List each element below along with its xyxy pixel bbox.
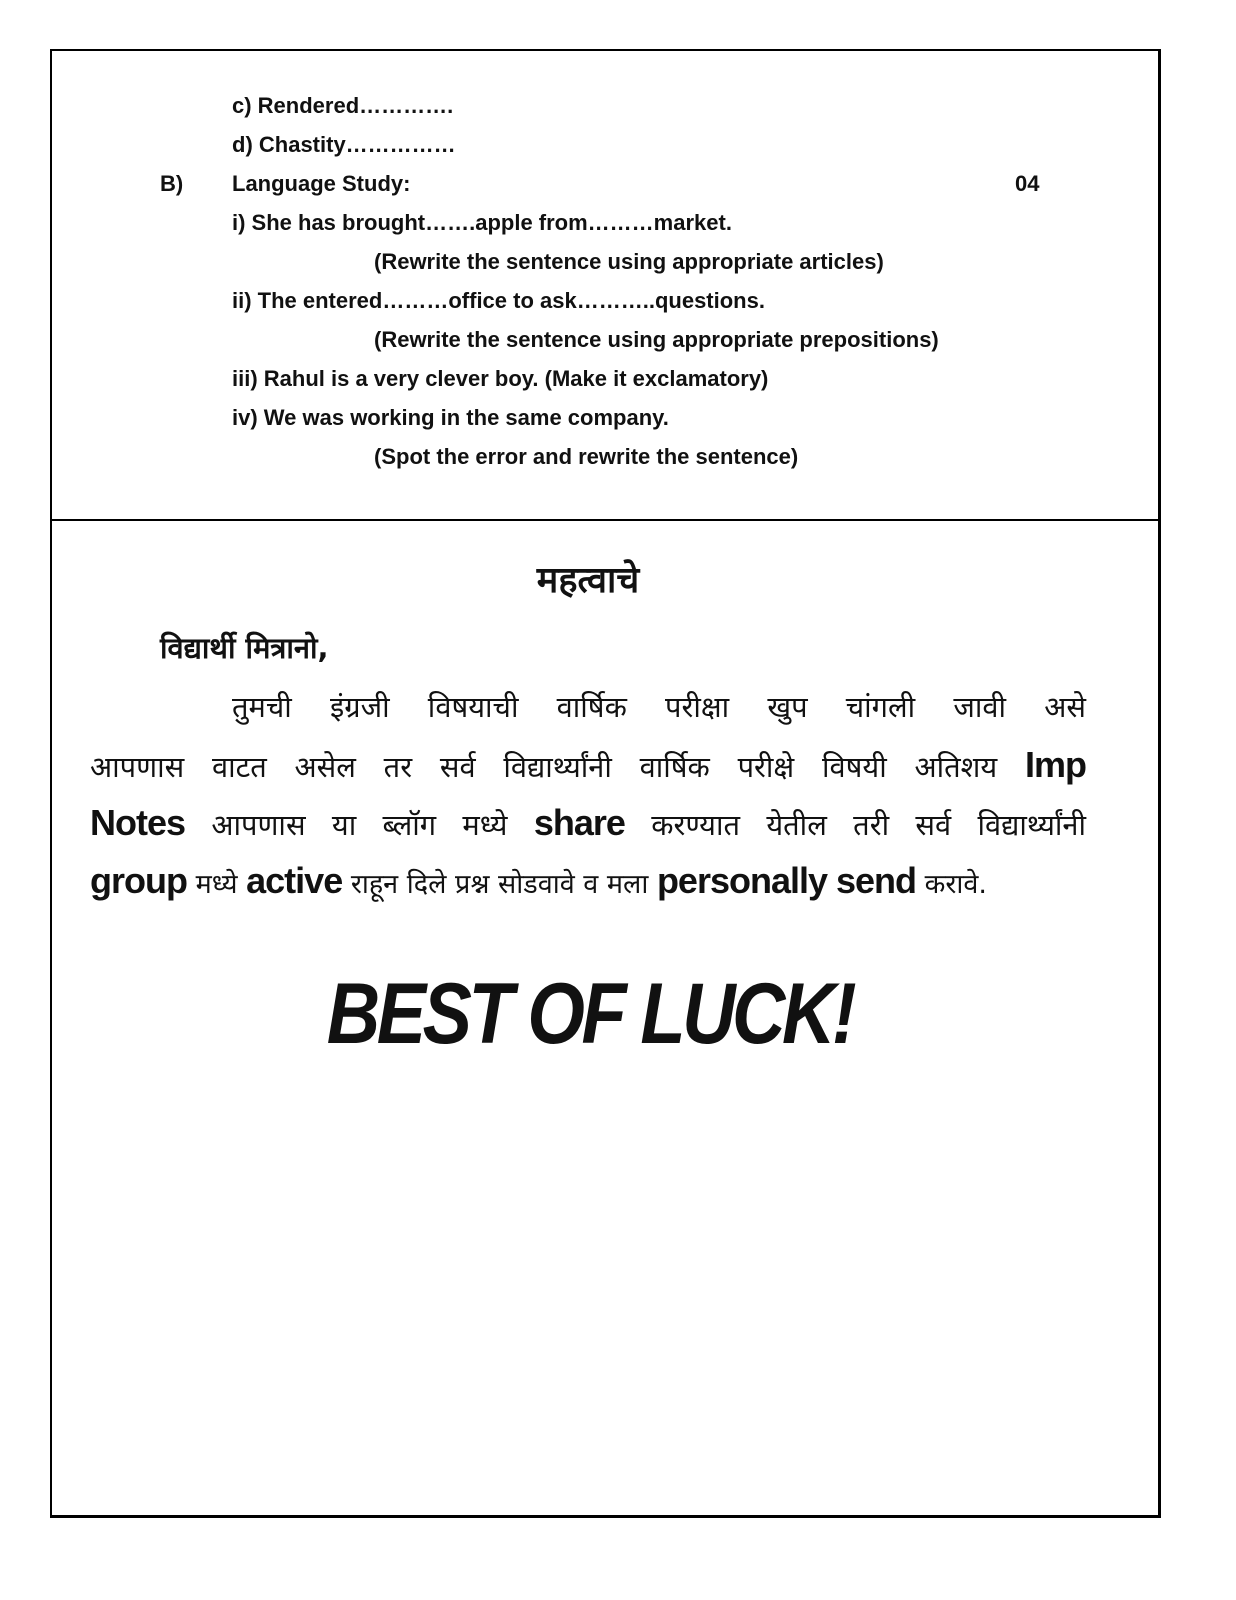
section-label: B) bbox=[160, 171, 184, 196]
best-of-luck-banner: BEST OF LUCK! bbox=[326, 966, 854, 1062]
question-ii-instruction: (Rewrite the sentence using appropriate prepositions) bbox=[374, 327, 939, 352]
section-marks: 04 bbox=[1015, 171, 1040, 196]
notice-line-4-en-3: personally send bbox=[656, 860, 917, 901]
notice-line-3-en-1: Notes bbox=[90, 802, 186, 843]
notice-line-4 bbox=[90, 861, 1086, 905]
notice-greeting: विद्यार्थी मित्रानो, bbox=[160, 631, 329, 665]
notice-line-3-text-1: आपणास या ब्लॉग मध्ये bbox=[211, 808, 508, 842]
vocab-item-d: d) Chastity…………… bbox=[232, 132, 456, 157]
question-i: i) She has brought…….apple from………market. bbox=[232, 210, 732, 235]
vocab-item-c: c) Rendered…………. bbox=[232, 93, 454, 118]
question-iv-instruction: (Spot the error and rewrite the sentence) bbox=[374, 444, 799, 469]
question-iii: iii) Rahul is a very clever boy. (Make it exclamatory) bbox=[232, 366, 769, 391]
notice-line-4-text-1: मध्ये bbox=[195, 869, 238, 900]
notice-line-4-en-2: active bbox=[246, 860, 343, 901]
notice-line-3-text-2: करण्यात येतील तरी सर्व विद्यार्थ्यांनी bbox=[651, 808, 1087, 842]
question-ii: ii) The entered………office to ask………..questions. bbox=[232, 288, 765, 313]
question-i-instruction: (Rewrite the sentence using appropriate articles) bbox=[374, 249, 884, 274]
notice-line-4-text-2: राहून दिले प्रश्न सोडवावे व मला bbox=[350, 869, 649, 900]
notice-line-2 bbox=[90, 745, 1086, 787]
notice-line-2-en: Imp bbox=[1024, 744, 1086, 785]
notice-line-4-en-1: group bbox=[90, 860, 187, 901]
notice-line-4-text-3: करावे. bbox=[924, 869, 988, 900]
notice-heading: महत्वाचे bbox=[536, 560, 640, 601]
section-divider bbox=[50, 519, 1161, 521]
notice-line-1: तुमची इंग्रजी विषयाची वार्षिक परीक्षा खुप चांगली जावी असे bbox=[232, 690, 1086, 724]
notice-line-3 bbox=[90, 803, 1086, 845]
notice-line-2-text: आपणास वाटत असेल तर सर्व विद्यार्थ्यांनी वार्षिक परीक्षे विषयी अतिशय bbox=[90, 750, 998, 784]
question-iv: iv) We was working in the same company. bbox=[232, 405, 669, 430]
notice-line-3-en-2: share bbox=[533, 802, 625, 843]
section-title: Language Study: bbox=[232, 171, 411, 196]
